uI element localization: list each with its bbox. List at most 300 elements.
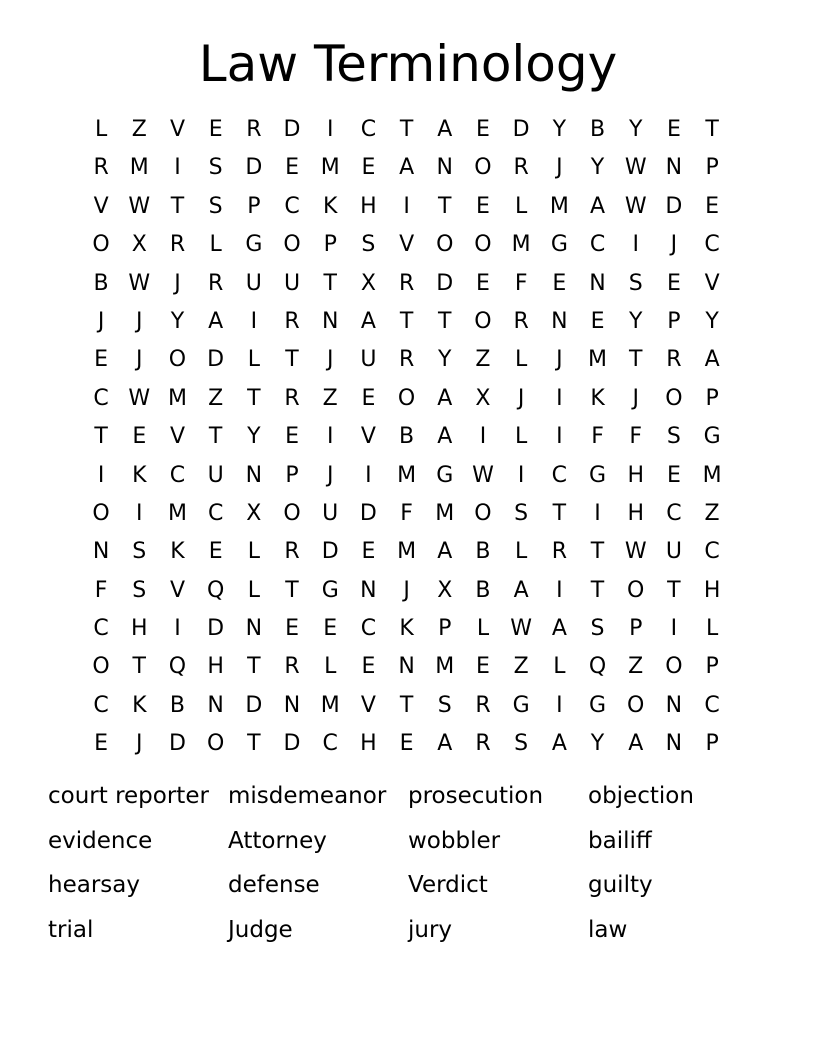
grid-letter: L <box>515 539 528 565</box>
grid-letter: O <box>206 731 225 757</box>
grid-letter: C <box>284 193 300 219</box>
grid-letter: S <box>514 731 529 757</box>
grid-letter: G <box>321 577 339 603</box>
grid-letter: O <box>436 232 454 258</box>
grid-letter: D <box>245 692 263 718</box>
grid-letter: F <box>591 424 604 450</box>
grid-letter: U <box>360 347 377 373</box>
grid-letter: Y <box>552 117 567 142</box>
grid-letter: A <box>399 155 415 181</box>
grid-letter: S <box>208 155 223 181</box>
grid-letter: J <box>403 577 410 603</box>
grid-letter: J <box>517 385 525 411</box>
grid-letter: N <box>665 155 683 181</box>
grid-letter: L <box>705 616 719 642</box>
grid-letter: Z <box>513 654 529 680</box>
grid-row <box>82 226 732 264</box>
grid-letter: K <box>132 462 147 488</box>
grid-letter: E <box>590 308 605 334</box>
grid-row <box>82 610 732 648</box>
grid-letter: X <box>360 270 376 296</box>
grid-letter: D <box>168 731 186 757</box>
grid-letter: M <box>129 155 149 181</box>
grid-letter: Y <box>590 731 605 757</box>
grid-letter: E <box>361 654 376 680</box>
grid-letter: X <box>437 577 453 603</box>
grid-letter: O <box>474 232 492 258</box>
grid-letter: W <box>624 193 647 219</box>
grid-letter: T <box>323 270 337 296</box>
grid-letter: E <box>476 270 490 296</box>
grid-letter: A <box>551 616 567 642</box>
grid-letter: L <box>94 117 108 142</box>
grid-letter: S <box>666 424 681 450</box>
grid-letter: B <box>93 270 109 296</box>
grid-letter: A <box>437 117 453 142</box>
grid-letter: O <box>168 347 187 373</box>
grid-letter: O <box>92 232 110 258</box>
grid-letter: V <box>169 424 185 450</box>
grid-letter: L <box>553 654 566 680</box>
grid-letter: O <box>627 577 645 603</box>
grid-letter: T <box>628 347 643 373</box>
grid-letter: C <box>169 462 186 488</box>
grid-letter: P <box>323 232 337 258</box>
grid-letter: I <box>326 424 334 450</box>
grid-letter: W <box>128 385 151 411</box>
grid-letter: A <box>551 731 567 757</box>
grid-letter: J <box>326 462 334 488</box>
grid-letter: X <box>131 232 147 258</box>
grid-letter: E <box>285 424 299 450</box>
grid-letter: T <box>285 577 299 603</box>
grid-letter: O <box>92 500 110 526</box>
word-list-item: misdemeanor <box>228 783 387 809</box>
grid-letter: N <box>207 692 224 718</box>
grid-letter: Y <box>590 155 605 181</box>
grid-letter: R <box>208 270 224 296</box>
grid-letter: P <box>285 462 299 488</box>
grid-letter: I <box>556 385 563 411</box>
grid-letter: N <box>589 270 606 296</box>
grid-letter: M <box>167 500 187 526</box>
grid-letter: B <box>475 577 491 603</box>
grid-letter: J <box>326 347 334 373</box>
grid-letter: P <box>705 385 719 411</box>
grid-letter: A <box>360 308 376 334</box>
grid-letter: T <box>438 193 452 219</box>
word-list-item: trial <box>48 916 94 943</box>
grid-letter: R <box>475 692 491 718</box>
grid-letter: C <box>322 731 338 757</box>
grid-letter: Z <box>322 385 338 411</box>
grid-letter: P <box>705 155 719 181</box>
grid-letter: E <box>705 193 720 219</box>
grid-letter: T <box>399 117 414 142</box>
grid-letter: V <box>360 424 376 450</box>
word-list-item: defense <box>228 872 320 898</box>
grid-letter: K <box>323 193 338 219</box>
grid-letter: P <box>438 616 452 642</box>
grid-letter: J <box>174 270 181 296</box>
grid-letter: T <box>208 424 223 450</box>
grid-letter: T <box>132 654 146 680</box>
word-list-item: hearsay <box>48 872 140 898</box>
grid-letter: E <box>285 616 299 642</box>
grid-letter: T <box>590 539 605 565</box>
grid-letter: K <box>399 616 414 642</box>
grid-letter: R <box>398 270 415 296</box>
grid-letter: N <box>283 692 301 718</box>
grid-letter: I <box>250 308 258 334</box>
grid-letter: S <box>514 500 529 526</box>
grid-letter: M <box>511 232 531 258</box>
grid-row <box>82 341 732 379</box>
grid-letter: R <box>398 347 415 373</box>
grid-letter: T <box>399 692 414 718</box>
grid-letter: X <box>475 385 491 411</box>
grid-letter: C <box>551 462 568 488</box>
grid-letter: C <box>360 616 377 642</box>
grid-letter: O <box>92 654 110 680</box>
grid-row <box>82 149 732 187</box>
grid-letter: T <box>438 308 452 334</box>
grid-letter: U <box>245 270 262 296</box>
grid-letter: E <box>476 654 490 680</box>
grid-row <box>82 533 732 571</box>
grid-letter: E <box>476 117 490 142</box>
word-list-item: Verdict <box>408 872 488 898</box>
grid-letter: M <box>397 539 417 565</box>
grid-letter: P <box>667 308 681 334</box>
grid-letter: Q <box>206 577 225 603</box>
grid-letter: D <box>207 616 225 642</box>
grid-letter: X <box>246 500 262 526</box>
grid-row <box>82 572 732 610</box>
grid-letter: I <box>479 424 487 450</box>
grid-letter: N <box>551 308 568 334</box>
grid-letter: C <box>589 232 606 258</box>
grid-letter: A <box>437 539 453 565</box>
grid-letter: G <box>436 462 454 488</box>
grid-letter: T <box>552 500 567 526</box>
grid-letter: O <box>283 232 301 258</box>
grid-letter: U <box>283 270 301 296</box>
grid-letter: W <box>510 616 533 642</box>
grid-letter: J <box>670 232 678 258</box>
grid-letter: D <box>436 270 454 296</box>
grid-letter: E <box>132 424 147 450</box>
grid-letter: T <box>590 577 605 603</box>
grid-row <box>82 648 732 686</box>
grid-letter: I <box>594 500 601 526</box>
grid-letter: E <box>666 117 681 142</box>
grid-letter: A <box>513 577 529 603</box>
grid-letter: I <box>174 616 181 642</box>
grid-letter: D <box>359 500 377 526</box>
grid-letter: I <box>97 462 105 488</box>
grid-letter: R <box>284 385 300 411</box>
grid-letter: I <box>403 193 410 219</box>
grid-letter: O <box>474 500 492 526</box>
word-list-item: prosecution <box>408 783 544 809</box>
grid-letter: G <box>589 462 607 488</box>
grid-letter: Y <box>170 308 185 334</box>
grid-letter: C <box>666 500 682 526</box>
grid-letter: B <box>399 424 415 450</box>
grid-letter: J <box>136 347 143 373</box>
grid-row <box>82 265 732 303</box>
grid-letter: S <box>208 193 223 219</box>
grid-letter: C <box>93 385 109 411</box>
grid-letter: N <box>245 616 263 642</box>
grid-letter: A <box>628 731 644 757</box>
grid-letter: S <box>361 232 376 258</box>
word-list-item: law <box>588 916 628 943</box>
grid-letter: U <box>665 539 682 565</box>
grid-row <box>82 380 732 418</box>
grid-letter: W <box>624 155 647 181</box>
grid-letter: K <box>132 692 147 718</box>
grid-letter: L <box>515 193 528 219</box>
page-title: Law Terminology <box>198 35 618 93</box>
grid-letter: D <box>283 731 301 757</box>
grid-letter: K <box>590 385 605 411</box>
grid-letter: Z <box>208 385 224 411</box>
grid-letter: N <box>245 462 263 488</box>
grid-letter: I <box>365 462 372 488</box>
grid-letter: V <box>704 270 720 296</box>
grid-letter: R <box>551 539 567 565</box>
grid-letter: C <box>207 500 224 526</box>
grid-letter: M <box>320 155 340 181</box>
grid-letter: T <box>247 731 261 757</box>
grid-letter: I <box>556 692 563 718</box>
grid-letter: L <box>247 539 260 565</box>
grid-letter: G <box>550 232 568 258</box>
grid-letter: M <box>320 692 340 718</box>
grid-letter: D <box>321 539 339 565</box>
word-list-item: objection <box>588 783 694 809</box>
grid-letter: M <box>588 347 608 373</box>
grid-letter: S <box>132 577 147 603</box>
grid-letter: E <box>208 539 223 565</box>
grid-letter: O <box>283 500 301 526</box>
grid-letter: P <box>705 654 719 680</box>
grid-letter: C <box>704 692 720 718</box>
grid-letter: V <box>399 232 415 258</box>
grid-letter: N <box>92 539 110 565</box>
grid-row <box>82 725 732 763</box>
grid-letter: Q <box>168 654 187 680</box>
grid-letter: W <box>128 270 151 296</box>
grid-letter: A <box>704 347 720 373</box>
grid-letter: W <box>128 193 151 219</box>
grid-letter: C <box>704 539 720 565</box>
grid-letter: D <box>512 117 530 142</box>
grid-letter: L <box>247 577 260 603</box>
grid-letter: H <box>703 577 721 603</box>
grid-letter: I <box>136 500 143 526</box>
grid-letter: U <box>207 462 224 488</box>
grid-letter: E <box>666 462 681 488</box>
word-list-item: guilty <box>588 872 653 898</box>
word-list-item: bailiff <box>588 827 652 854</box>
grid-letter: R <box>93 155 109 181</box>
grid-letter: F <box>514 270 528 296</box>
grid-row <box>82 457 732 495</box>
grid-letter: T <box>399 308 414 334</box>
grid-letter: R <box>169 232 186 258</box>
grid-letter: A <box>590 193 606 219</box>
grid-letter: E <box>361 539 376 565</box>
grid-letter: V <box>169 577 185 603</box>
grid-letter: Z <box>704 500 720 526</box>
grid-letter: N <box>436 155 454 181</box>
grid-letter: H <box>627 462 644 488</box>
grid-letter: H <box>627 500 644 526</box>
grid-letter: S <box>132 539 147 565</box>
grid-letter: G <box>245 232 263 258</box>
grid-letter: M <box>702 462 722 488</box>
grid-row <box>82 303 732 341</box>
grid-letter: N <box>665 731 683 757</box>
grid-letter: I <box>174 155 181 181</box>
grid-letter: A <box>437 424 453 450</box>
grid-letter: M <box>435 654 455 680</box>
grid-letter: T <box>170 193 185 219</box>
grid-letter: V <box>169 117 185 142</box>
grid-letter: M <box>435 500 455 526</box>
grid-letter: P <box>247 193 261 219</box>
grid-letter: J <box>136 731 143 757</box>
grid-letter: L <box>515 424 528 450</box>
word-list-item: Attorney <box>228 827 327 854</box>
grid-letter: I <box>517 462 525 488</box>
grid-letter: Y <box>705 308 719 334</box>
word-list-item: wobbler <box>408 827 501 854</box>
grid-letter: C <box>360 117 377 142</box>
grid-letter: D <box>207 347 225 373</box>
grid-letter: S <box>628 270 643 296</box>
grid-letter: E <box>666 270 681 296</box>
grid-letter: N <box>665 692 683 718</box>
grid-letter: E <box>399 731 414 757</box>
grid-letter: Z <box>475 347 491 373</box>
grid-letter: L <box>476 616 490 642</box>
grid-letter: T <box>247 385 261 411</box>
grid-letter: B <box>169 692 186 718</box>
grid-letter: R <box>666 347 682 373</box>
grid-letter: B <box>589 117 606 142</box>
grid-letter: B <box>475 539 491 565</box>
grid-letter: Y <box>247 424 261 450</box>
grid-letter: A <box>437 731 453 757</box>
grid-letter: H <box>131 616 148 642</box>
word-list-item: jury <box>408 916 453 943</box>
grid-letter: E <box>552 270 567 296</box>
grid-letter: E <box>361 155 376 181</box>
grid-letter: E <box>94 731 109 757</box>
grid-letter: R <box>284 308 300 334</box>
grid-letter: G <box>589 692 607 718</box>
grid-letter: L <box>247 347 260 373</box>
grid-letter: E <box>323 616 338 642</box>
grid-letter: J <box>97 308 105 334</box>
grid-letter: C <box>93 692 109 718</box>
grid-letter: I <box>326 117 334 142</box>
grid-letter: W <box>472 462 494 488</box>
grid-letter: L <box>515 347 528 373</box>
grid-letter: P <box>629 616 643 642</box>
grid-letter: T <box>247 654 261 680</box>
grid-letter: S <box>590 616 605 642</box>
grid-letter: Z <box>131 117 147 142</box>
grid-letter: D <box>245 155 263 181</box>
grid-letter: J <box>632 385 639 411</box>
grid-letter: I <box>670 616 678 642</box>
grid-letter: H <box>360 193 377 219</box>
grid-letter: F <box>629 424 643 450</box>
grid-letter: O <box>474 155 492 181</box>
grid-letter: F <box>94 577 108 603</box>
grid-letter: D <box>283 117 301 142</box>
grid-letter: K <box>170 539 185 565</box>
grid-letter: Y <box>628 308 643 334</box>
grid-letter: M <box>167 385 187 411</box>
grid-letter: Q <box>588 654 607 680</box>
grid-letter: L <box>324 654 337 680</box>
grid-letter: U <box>322 500 339 526</box>
grid-letter: P <box>705 731 719 757</box>
grid-letter: N <box>360 577 377 603</box>
grid-letter: O <box>665 654 683 680</box>
grid-letter: Z <box>628 654 644 680</box>
grid-letter: S <box>437 692 452 718</box>
grid-letter: E <box>94 347 109 373</box>
word-list-item: court reporter <box>48 783 209 809</box>
grid-letter: Y <box>628 117 643 142</box>
grid-letter: E <box>476 193 490 219</box>
grid-letter: J <box>556 347 563 373</box>
grid-letter: A <box>437 385 453 411</box>
grid-letter: O <box>665 385 683 411</box>
grid-letter: T <box>667 577 681 603</box>
grid-letter: R <box>475 731 491 757</box>
grid-letter: N <box>321 308 339 334</box>
grid-letter: O <box>474 308 492 334</box>
grid-letter: R <box>513 155 529 181</box>
grid-letter: D <box>665 193 683 219</box>
grid-letter: W <box>624 539 647 565</box>
grid-letter: L <box>209 232 222 258</box>
grid-letter: I <box>632 232 639 258</box>
word-bank <box>48 778 768 956</box>
grid-letter: G <box>703 424 721 450</box>
letter-grid <box>82 111 732 764</box>
grid-letter: T <box>285 347 299 373</box>
grid-letter: H <box>207 654 224 680</box>
grid-letter: R <box>284 539 300 565</box>
grid-letter: R <box>513 308 529 334</box>
word-list-item: Judge <box>228 916 293 943</box>
grid-row <box>82 495 732 533</box>
grid-letter: O <box>627 692 645 718</box>
grid-letter: O <box>397 385 416 411</box>
grid-row <box>82 687 732 725</box>
grid-letter: Y <box>438 347 452 373</box>
grid-letter: J <box>136 308 143 334</box>
